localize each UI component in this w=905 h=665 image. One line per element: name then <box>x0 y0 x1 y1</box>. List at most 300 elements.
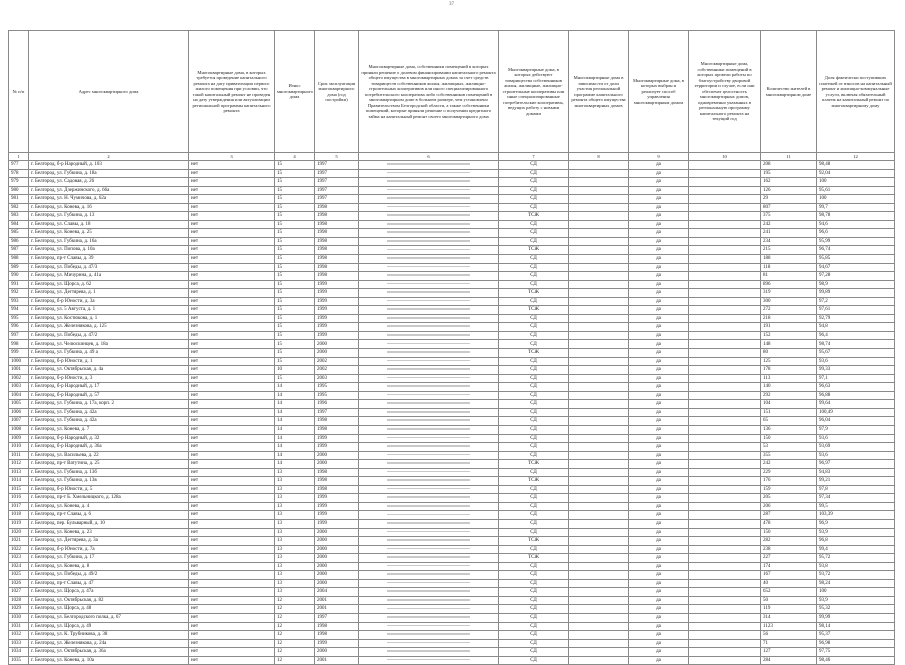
cell-shared-financing <box>359 195 499 204</box>
cell-shared-financing <box>359 528 499 537</box>
cell-capital-repair-required: нет <box>189 588 275 597</box>
scan-mark <box>387 180 471 182</box>
cell-row-number: 1008 <box>9 425 29 434</box>
scan-mark <box>387 659 471 661</box>
cell-capital-repair-required: нет <box>189 357 275 366</box>
cell-row-number: 990 <box>9 272 29 281</box>
scan-mark <box>387 496 471 498</box>
cell-row-number: 995 <box>9 314 29 323</box>
cell-payment-share: 99,5 <box>817 502 895 511</box>
cell-wear: 13 <box>275 519 315 528</box>
cell-landscaping <box>689 468 761 477</box>
cell-payment-share: 95,32 <box>817 605 895 614</box>
cell-management-type: СД <box>499 528 569 537</box>
table-row <box>9 639 895 648</box>
cell-capital-repair-required: нет <box>189 391 275 400</box>
cell-landscaping <box>689 443 761 452</box>
cell-construction-year: 1998 <box>315 272 359 281</box>
cell-landscaping <box>689 631 761 640</box>
cell-row-number: 1002 <box>9 374 29 383</box>
cell-shared-financing <box>359 588 499 597</box>
cell-payment-share: 95,67 <box>817 349 895 358</box>
cell-payment-share: 96,74 <box>817 246 895 255</box>
cell-construction-year: 1998 <box>315 263 359 272</box>
cell-address: г. Белгород, б-р Юности, д. 7а <box>29 545 189 554</box>
cell-wear: 14 <box>275 443 315 452</box>
cell-address: г. Белгород, ул. Челюскинцев, д. 18а <box>29 340 189 349</box>
cell-residents-count: 40 <box>761 579 817 588</box>
cell-residents-count: 148 <box>761 340 817 349</box>
table-row <box>9 648 895 657</box>
cell-program-share <box>569 631 629 640</box>
scan-mark <box>387 308 471 310</box>
cell-wear: 15 <box>275 255 315 264</box>
cell-payment-share: 97,1 <box>817 374 895 383</box>
cell-management-method: да <box>629 229 689 238</box>
cell-row-number: 978 <box>9 169 29 178</box>
cell-row-number: 1031 <box>9 622 29 631</box>
cell-management-type: ТСЖ <box>499 306 569 315</box>
cell-capital-repair-required: нет <box>189 255 275 264</box>
cell-management-type: СД <box>499 519 569 528</box>
table-row <box>9 443 895 452</box>
cell-management-method: да <box>629 613 689 622</box>
cell-payment-share: 100 <box>817 178 895 187</box>
cell-payment-share: 99,99 <box>817 613 895 622</box>
cell-management-method: да <box>629 237 689 246</box>
cell-management-type: СД <box>499 297 569 306</box>
cell-payment-share: 92,04 <box>817 169 895 178</box>
cell-construction-year: 2000 <box>315 648 359 657</box>
cell-row-number: 1035 <box>9 656 29 665</box>
cell-construction-year: 1998 <box>315 246 359 255</box>
cell-shared-financing <box>359 613 499 622</box>
cell-address: г. Белгород, ул. Конева, д. 23 <box>29 528 189 537</box>
scan-mark <box>387 650 471 652</box>
cell-wear: 15 <box>275 186 315 195</box>
cell-landscaping <box>689 186 761 195</box>
cell-program-share <box>569 408 629 417</box>
cell-shared-financing <box>359 272 499 281</box>
cell-payment-share: 95,37 <box>817 631 895 640</box>
cell-management-type: СД <box>499 545 569 554</box>
scan-mark <box>387 206 471 208</box>
scan-mark <box>387 471 471 473</box>
column-number: 3 <box>189 153 275 161</box>
cell-program-share <box>569 306 629 315</box>
cell-management-method: да <box>629 554 689 563</box>
table-row <box>9 451 895 460</box>
scan-mark <box>387 274 471 276</box>
cell-construction-year: 1998 <box>315 631 359 640</box>
cell-management-type: СД <box>499 186 569 195</box>
cell-residents-count: 140 <box>761 383 817 392</box>
scan-mark <box>387 257 471 259</box>
cell-residents-count: 238 <box>761 545 817 554</box>
table-row <box>9 502 895 511</box>
cell-management-method: да <box>629 263 689 272</box>
cell-payment-share: 97,8 <box>817 485 895 494</box>
table-row <box>9 331 895 340</box>
cell-row-number: 986 <box>9 237 29 246</box>
cell-management-method: да <box>629 622 689 631</box>
cell-address: г. Белгород, пр-т Славы, д. 47 <box>29 579 189 588</box>
cell-wear: 14 <box>275 400 315 409</box>
table-row <box>9 255 895 264</box>
cell-row-number: 1025 <box>9 571 29 580</box>
cell-row-number: 1016 <box>9 494 29 503</box>
table-row <box>9 169 895 178</box>
cell-row-number: 997 <box>9 331 29 340</box>
cell-shared-financing <box>359 554 499 563</box>
cell-construction-year: 1999 <box>315 314 359 323</box>
cell-payment-share: 100,49 <box>817 408 895 417</box>
cell-capital-repair-required: нет <box>189 631 275 640</box>
cell-construction-year: 2001 <box>315 596 359 605</box>
scan-mark <box>387 625 471 627</box>
cell-payment-share: 98,9 <box>817 280 895 289</box>
cell-shared-financing <box>359 203 499 212</box>
cell-program-share <box>569 545 629 554</box>
cell-shared-financing <box>359 511 499 520</box>
cell-wear: 12 <box>275 622 315 631</box>
cell-wear: 13 <box>275 502 315 511</box>
column-number-row <box>9 153 895 161</box>
cell-payment-share: 99,64 <box>817 400 895 409</box>
cell-wear: 13 <box>275 537 315 546</box>
cell-program-share <box>569 280 629 289</box>
cell-landscaping <box>689 588 761 597</box>
cell-shared-financing <box>359 460 499 469</box>
cell-management-method: да <box>629 349 689 358</box>
scan-mark <box>387 454 471 456</box>
cell-payment-share: 99,33 <box>817 366 895 375</box>
cell-shared-financing <box>359 212 499 221</box>
cell-capital-repair-required: нет <box>189 460 275 469</box>
cell-address: г. Белгород, пр-т Б. Хмельницкого, д. 128а <box>29 494 189 503</box>
cell-residents-count: 53 <box>761 443 817 452</box>
cell-row-number: 981 <box>9 195 29 204</box>
cell-construction-year: 1999 <box>315 323 359 332</box>
cell-row-number: 1020 <box>9 528 29 537</box>
cell-program-share <box>569 374 629 383</box>
cell-residents-count: 167 <box>761 571 817 580</box>
cell-landscaping <box>689 528 761 537</box>
cell-management-type: ТСЖ <box>499 460 569 469</box>
cell-residents-count: 125 <box>761 357 817 366</box>
cell-payment-share: 94,83 <box>817 468 895 477</box>
cell-program-share <box>569 186 629 195</box>
cell-payment-share: 96,4 <box>817 331 895 340</box>
column-number: 12 <box>817 153 895 161</box>
cell-management-type: СД <box>499 502 569 511</box>
cell-shared-financing <box>359 605 499 614</box>
cell-address: г. Белгород, ул. Конева, д. 16 <box>29 203 189 212</box>
cell-row-number: 987 <box>9 246 29 255</box>
cell-address: г. Белгород, пр-т Славы, д. 39 <box>29 255 189 264</box>
cell-row-number: 1022 <box>9 545 29 554</box>
cell-management-type: СД <box>499 613 569 622</box>
cell-residents-count: 319 <box>761 289 817 298</box>
cell-address: г. Белгород, ул. Октябрьская, д. 36а <box>29 648 189 657</box>
cell-wear: 15 <box>275 161 315 170</box>
table-row <box>9 631 895 640</box>
column-header: № п/п <box>9 31 29 153</box>
cell-residents-count: 314 <box>761 613 817 622</box>
cell-address: г. Белгород, б-р Юности, д. 1 <box>29 357 189 366</box>
table-row <box>9 383 895 392</box>
cell-capital-repair-required: нет <box>189 639 275 648</box>
cell-landscaping <box>689 648 761 657</box>
cell-wear: 13 <box>275 468 315 477</box>
cell-construction-year: 2000 <box>315 571 359 580</box>
cell-capital-repair-required: нет <box>189 528 275 537</box>
cell-management-type: СД <box>499 391 569 400</box>
scan-mark <box>387 334 471 336</box>
cell-management-type: ТСЖ <box>499 554 569 563</box>
cell-residents-count: 355 <box>761 451 817 460</box>
cell-shared-financing <box>359 391 499 400</box>
cell-construction-year: 2002 <box>315 357 359 366</box>
cell-row-number: 998 <box>9 340 29 349</box>
cell-program-share <box>569 289 629 298</box>
cell-capital-repair-required: нет <box>189 186 275 195</box>
cell-program-share <box>569 596 629 605</box>
cell-residents-count: 150 <box>761 434 817 443</box>
cell-landscaping <box>689 451 761 460</box>
table-row <box>9 554 895 563</box>
cell-program-share <box>569 468 629 477</box>
cell-capital-repair-required: нет <box>189 323 275 332</box>
cell-row-number: 1009 <box>9 434 29 443</box>
cell-construction-year: 1999 <box>315 502 359 511</box>
cell-residents-count: 282 <box>761 537 817 546</box>
cell-wear: 15 <box>275 306 315 315</box>
cell-address: г. Белгород, ул. Белгородского полка, д. 67 <box>29 613 189 622</box>
cell-wear: 15 <box>275 220 315 229</box>
cell-program-share <box>569 203 629 212</box>
column-header: Износ многоквартирного дома <box>275 31 315 153</box>
cell-construction-year: 1999 <box>315 519 359 528</box>
cell-wear: 14 <box>275 383 315 392</box>
cell-management-type: ТСЖ <box>499 349 569 358</box>
cell-capital-repair-required: нет <box>189 237 275 246</box>
cell-address: г. Белгород, ул. Губкина, д. 13 <box>29 212 189 221</box>
cell-program-share <box>569 579 629 588</box>
column-header: Многоквартирные дома, в которых выбран и реализует способ управления многоквартирным домом <box>629 31 689 153</box>
cell-row-number: 982 <box>9 203 29 212</box>
cell-management-method: да <box>629 340 689 349</box>
cell-payment-share: 97,61 <box>817 306 895 315</box>
cell-program-share <box>569 417 629 426</box>
cell-capital-repair-required: нет <box>189 314 275 323</box>
cell-wear: 15 <box>275 178 315 187</box>
cell-payment-share: 97,75 <box>817 648 895 657</box>
cell-program-share <box>569 434 629 443</box>
cell-row-number: 1018 <box>9 511 29 520</box>
cell-construction-year: 2000 <box>315 554 359 563</box>
cell-residents-count: 284 <box>761 656 817 665</box>
cell-wear: 15 <box>275 297 315 306</box>
cell-address: г. Белгород, ул. Славы, д. 18 <box>29 220 189 229</box>
cell-shared-financing <box>359 178 499 187</box>
cell-row-number: 989 <box>9 263 29 272</box>
cell-wear: 12 <box>275 656 315 665</box>
table-row <box>9 400 895 409</box>
cell-address: г. Белгород, б-р Юности, д. 5 <box>29 485 189 494</box>
cell-management-type: СД <box>499 366 569 375</box>
cell-address: г. Белгород, ул. Васильева, д. 22 <box>29 451 189 460</box>
cell-row-number: 1001 <box>9 366 29 375</box>
cell-construction-year: 2000 <box>315 537 359 546</box>
cell-shared-financing <box>359 443 499 452</box>
cell-wear: 13 <box>275 511 315 520</box>
table-row <box>9 314 895 323</box>
cell-management-method: да <box>629 203 689 212</box>
scan-mark <box>387 283 471 285</box>
cell-residents-count: 272 <box>761 306 817 315</box>
cell-row-number: 992 <box>9 289 29 298</box>
table-row <box>9 579 895 588</box>
cell-address: г. Белгород, б-р Юности, д. 3 <box>29 374 189 383</box>
table-row <box>9 212 895 221</box>
cell-program-share <box>569 477 629 486</box>
cell-residents-count: 234 <box>761 237 817 246</box>
cell-landscaping <box>689 246 761 255</box>
cell-wear: 13 <box>275 528 315 537</box>
cell-row-number: 991 <box>9 280 29 289</box>
scan-mark <box>387 505 471 507</box>
cell-residents-count: 205 <box>761 494 817 503</box>
table-row <box>9 323 895 332</box>
cell-program-share <box>569 195 629 204</box>
cell-residents-count: 208 <box>761 161 817 170</box>
cell-row-number: 1003 <box>9 383 29 392</box>
cell-landscaping <box>689 280 761 289</box>
cell-management-type: СД <box>499 272 569 281</box>
cell-residents-count: 152 <box>761 331 817 340</box>
table-row <box>9 280 895 289</box>
table-row <box>9 562 895 571</box>
cell-program-share <box>569 161 629 170</box>
cell-payment-share: 95,85 <box>817 255 895 264</box>
cell-construction-year: 1998 <box>315 229 359 238</box>
cell-capital-repair-required: нет <box>189 425 275 434</box>
column-header: Многоквартирные дома, собственники помещений в которых провели работы по благоустройству дворовой территории и случае, если они обеспечат целостность многоквартирных домов, одновременно указанных в региональную программу капитального ремонта на текущий год <box>689 31 761 153</box>
cell-shared-financing <box>359 289 499 298</box>
cell-management-method: да <box>629 477 689 486</box>
cell-management-type: СД <box>499 417 569 426</box>
scan-mark <box>387 325 471 327</box>
cell-address: г. Белгород, ул. Садовая, д. 26 <box>29 178 189 187</box>
table-row <box>9 195 895 204</box>
column-header: Срок эксплуатации многоквартирного дома (год постройки) <box>315 31 359 153</box>
cell-residents-count: 188 <box>761 255 817 264</box>
table-row <box>9 203 895 212</box>
cell-address: г. Белгород, ул. Мичурина, д. 41а <box>29 272 189 281</box>
cell-construction-year: 2000 <box>315 460 359 469</box>
cell-shared-financing <box>359 220 499 229</box>
cell-capital-repair-required: нет <box>189 571 275 580</box>
cell-wear: 14 <box>275 434 315 443</box>
scan-mark <box>387 317 471 319</box>
cell-address: г. Белгород, ул. Губкина, д. 17а, корп. 2 <box>29 400 189 409</box>
cell-management-method: да <box>629 528 689 537</box>
scan-mark <box>387 616 471 618</box>
cell-shared-financing <box>359 297 499 306</box>
cell-wear: 15 <box>275 229 315 238</box>
cell-management-type: СД <box>499 203 569 212</box>
cell-program-share <box>569 349 629 358</box>
cell-row-number: 1017 <box>9 502 29 511</box>
cell-wear: 15 <box>275 169 315 178</box>
cell-row-number: 977 <box>9 161 29 170</box>
cell-residents-count: 178 <box>761 366 817 375</box>
cell-shared-financing <box>359 263 499 272</box>
cell-wear: 15 <box>275 246 315 255</box>
cell-row-number: 980 <box>9 186 29 195</box>
scan-mark <box>387 522 471 524</box>
cell-shared-financing <box>359 631 499 640</box>
cell-management-method: да <box>629 579 689 588</box>
cell-row-number: 1030 <box>9 613 29 622</box>
cell-capital-repair-required: нет <box>189 161 275 170</box>
scan-mark <box>387 428 471 430</box>
cell-landscaping <box>689 605 761 614</box>
scan-mark <box>387 360 471 362</box>
cell-payment-share: 95,61 <box>817 186 895 195</box>
cell-shared-financing <box>359 331 499 340</box>
cell-shared-financing <box>359 425 499 434</box>
cell-residents-count: 136 <box>761 425 817 434</box>
cell-address: г. Белгород, ул. Октябрьская, д. 82 <box>29 596 189 605</box>
cell-landscaping <box>689 571 761 580</box>
cell-landscaping <box>689 374 761 383</box>
cell-management-type: СД <box>499 374 569 383</box>
cell-shared-financing <box>359 477 499 486</box>
cell-landscaping <box>689 169 761 178</box>
cell-shared-financing <box>359 468 499 477</box>
cell-address: г. Белгород, ул. Попова, д. 10а <box>29 246 189 255</box>
cell-address: г. Белгород, б-р Народный, д. 103 <box>29 161 189 170</box>
cell-landscaping <box>689 408 761 417</box>
cell-program-share <box>569 255 629 264</box>
column-number: 5 <box>315 153 359 161</box>
cell-management-type: СД <box>499 169 569 178</box>
cell-program-share <box>569 229 629 238</box>
cell-address: г. Белгород, ул. Губкина, д. 13в <box>29 477 189 486</box>
cell-construction-year: 1999 <box>315 639 359 648</box>
cell-wear: 15 <box>275 289 315 298</box>
cell-address: г. Белгород, б-р Народный, д. 57 <box>29 391 189 400</box>
cell-management-type: СД <box>499 229 569 238</box>
cell-landscaping <box>689 656 761 665</box>
cell-management-type: СД <box>499 494 569 503</box>
table-row <box>9 511 895 520</box>
scan-mark <box>387 642 471 644</box>
cell-landscaping <box>689 622 761 631</box>
table-row <box>9 605 895 614</box>
cell-wear: 15 <box>275 263 315 272</box>
cell-landscaping <box>689 502 761 511</box>
cell-construction-year: 1998 <box>315 468 359 477</box>
cell-capital-repair-required: нет <box>189 443 275 452</box>
table-row <box>9 349 895 358</box>
cell-capital-repair-required: нет <box>189 451 275 460</box>
cell-shared-financing <box>359 161 499 170</box>
cell-payment-share: 94,6 <box>817 220 895 229</box>
cell-program-share <box>569 511 629 520</box>
